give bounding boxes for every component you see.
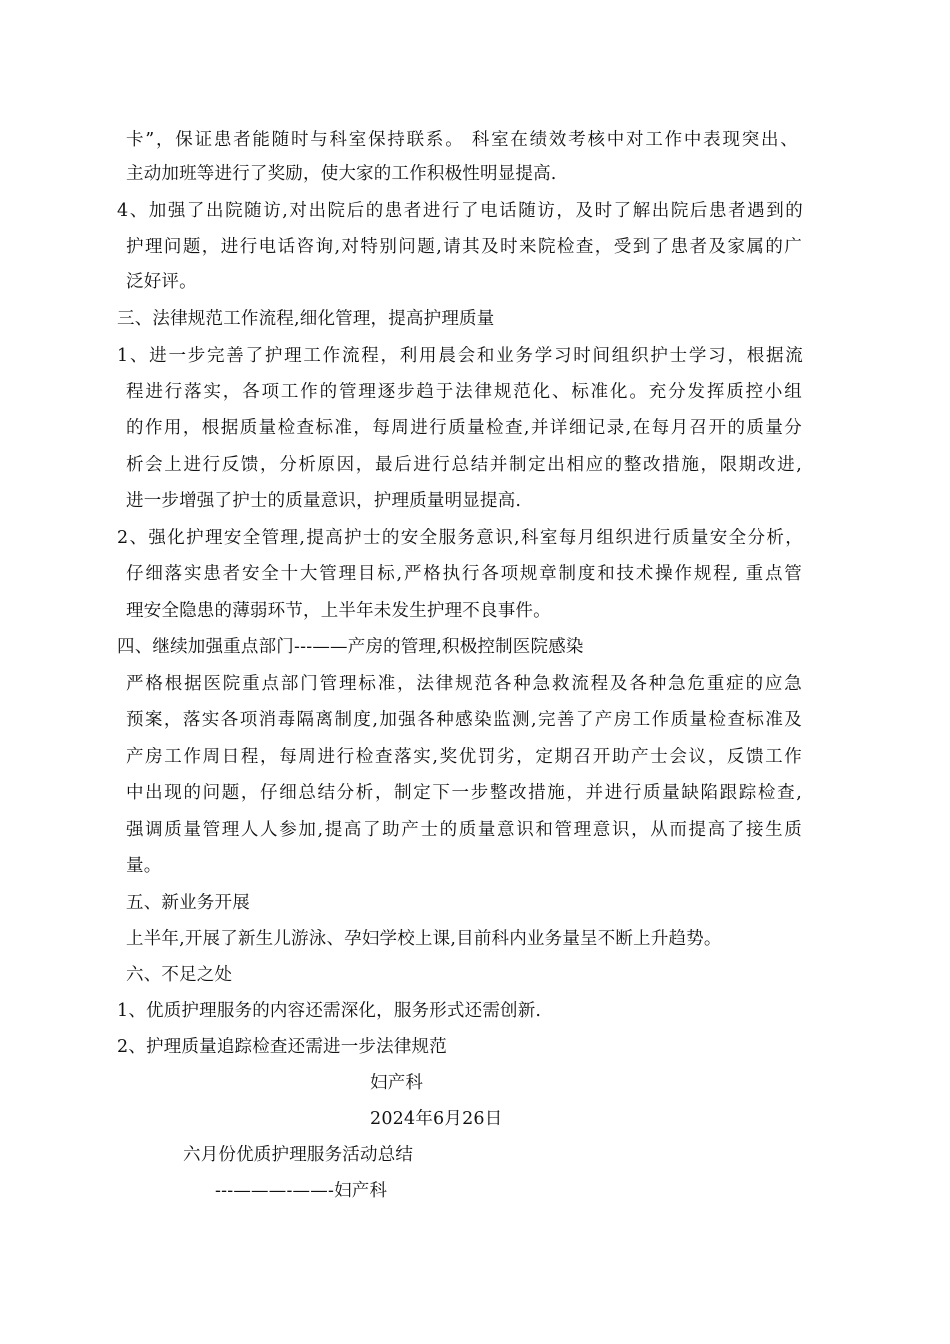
text-line-16: 严格根据医院重点部门管理标准，法律规范各种急救流程及各种急危重症的应急 [126, 674, 802, 694]
text-line-1: 卡”，保证患者能随时与科室保持联系。 科室在绩效考核中对工作中表现突出、 [126, 130, 798, 150]
text-line-3: 4、加强了出院随访,对出院后的患者进行了电话随访，及时了解出院后患者遇到的 [117, 201, 803, 221]
text-line-13: 仔细落实患者安全十大管理目标,严格执行各项规章制度和技术操作规程, 重点管 [126, 564, 802, 584]
section-heading-5: 五、新业务开展 [126, 893, 250, 913]
text-line-17: 预案，落实各项消毒隔离制度,加强各种感染监测,完善了产房工作质量检查标准及 [126, 710, 802, 730]
summary-subtitle: ---———-——-妇产科 [215, 1181, 388, 1201]
text-line-14: 理安全隐患的薄弱环节，上半年未发生护理不良事件。 [126, 601, 551, 621]
text-line-18: 产房工作周日程，每周进行检查落实,奖优罚劣，定期召开助产士会议，反馈工作 [126, 747, 802, 767]
section-heading-6: 六、不足之处 [126, 965, 233, 985]
signature-department: 妇产科 [370, 1073, 424, 1093]
text-line-8: 程进行落实，各项工作的管理逐步趋于法律规范化、标准化。充分发挥质控小组 [126, 382, 802, 402]
text-line-23: 上半年,开展了新生儿游泳、孕妇学校上课,目前科内业务量呈不断上升趋势。 [126, 929, 722, 949]
section-heading-4: 四、继续加强重点部门---——产房的管理,积极控制医院感染 [117, 637, 584, 657]
section-heading-3: 三、法律规范工作流程,细化管理，提高护理质量 [117, 309, 495, 329]
text-line-9: 的作用，根据质量检查标准，每周进行质量检查,并详细记录,在每月召开的质量分 [126, 418, 802, 438]
text-line-12: 2、强化护理安全管理,提高护士的安全服务意识,科室每月组织进行质量安全分析， [117, 528, 803, 548]
text-line-21: 量。 [126, 856, 162, 876]
signature-date: 2024年6月26日 [370, 1109, 503, 1129]
text-line-5: 泛好评。 [126, 272, 197, 292]
text-line-10: 析会上进行反馈，分析原因，最后进行总结并制定出相应的整改措施，限期改进, [126, 455, 802, 475]
text-line-19: 中出现的问题，仔细总结分析，制定下一步整改措施，并进行质量缺陷跟踪检查, [126, 783, 802, 803]
text-line-25: 1、优质护理服务的内容还需深化，服务形式还需创新. [117, 1001, 542, 1021]
summary-title: 六月份优质护理服务活动总结 [183, 1145, 414, 1165]
text-line-20: 强调质量管理人人参加,提高了助产士的质量意识和管理意识，从而提高了接生质 [126, 820, 802, 840]
text-line-2: 主动加班等进行了奖励，使大家的工作积极性明显提高. [126, 164, 557, 184]
text-line-4: 护理问题，进行电话咨询,对特别问题,请其及时来院检查，受到了患者及家属的广 [126, 237, 802, 257]
text-line-7: 1、进一步完善了护理工作流程，利用晨会和业务学习时间组织护士学习，根据流 [117, 346, 803, 366]
text-line-26: 2、护理质量追踪检查还需进一步法律规范 [117, 1037, 447, 1057]
text-line-11: 进一步增强了护士的质量意识，护理质量明显提高. [126, 491, 522, 511]
